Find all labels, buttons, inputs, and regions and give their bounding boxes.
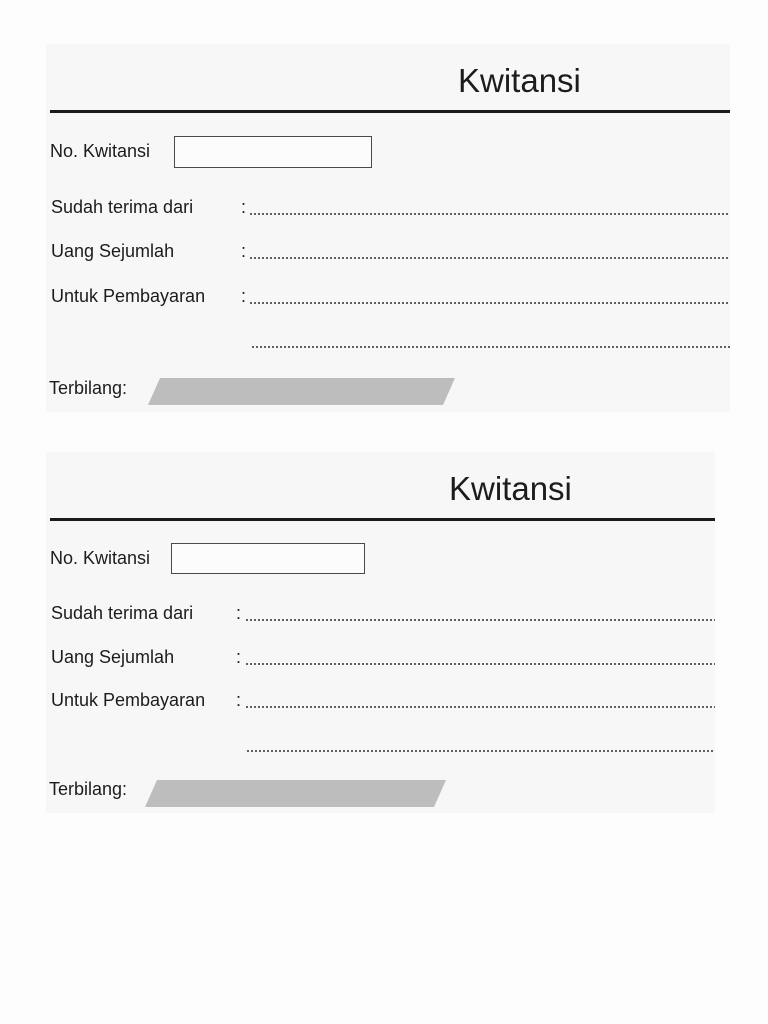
amount-colon: : xyxy=(236,647,242,667)
received-from-line[interactable] xyxy=(249,213,730,215)
amount-line[interactable] xyxy=(249,257,730,259)
received-from-label: Sudah terima dari xyxy=(51,197,194,217)
receipt-title: Kwitansi xyxy=(449,470,572,507)
received-from-colon: : xyxy=(241,197,247,217)
title-divider xyxy=(50,518,715,521)
payment-for-label: Untuk Pembayaran xyxy=(51,286,206,306)
terbilang-label: Terbilang: xyxy=(49,378,128,398)
title-divider xyxy=(50,110,730,113)
received-from-colon: : xyxy=(236,603,242,623)
payment-for-line[interactable] xyxy=(249,302,730,304)
receipt-number-input[interactable] xyxy=(174,136,372,168)
receipt-1 xyxy=(46,44,730,412)
payment-for-continuation-line[interactable] xyxy=(251,346,730,348)
amount-label: Uang Sejumlah xyxy=(51,647,175,667)
payment-for-label: Untuk Pembayaran xyxy=(51,690,206,710)
receipt-number-label: No. Kwitansi xyxy=(50,141,151,161)
amount-colon: : xyxy=(241,241,247,261)
amount-line[interactable] xyxy=(245,663,715,665)
receipt-2 xyxy=(46,452,715,813)
payment-for-colon: : xyxy=(236,690,242,710)
received-from-label: Sudah terima dari xyxy=(51,603,194,623)
received-from-line[interactable] xyxy=(245,619,715,621)
amount-label: Uang Sejumlah xyxy=(51,241,175,261)
receipt-title: Kwitansi xyxy=(458,62,581,99)
terbilang-label: Terbilang: xyxy=(49,779,128,799)
payment-for-line[interactable] xyxy=(245,706,715,708)
receipt-number-input[interactable] xyxy=(171,543,365,574)
receipt-number-label: No. Kwitansi xyxy=(50,548,151,568)
terbilang-box[interactable] xyxy=(145,780,446,807)
payment-for-continuation-line[interactable] xyxy=(246,750,715,752)
terbilang-box[interactable] xyxy=(148,378,455,405)
payment-for-colon: : xyxy=(241,286,247,306)
